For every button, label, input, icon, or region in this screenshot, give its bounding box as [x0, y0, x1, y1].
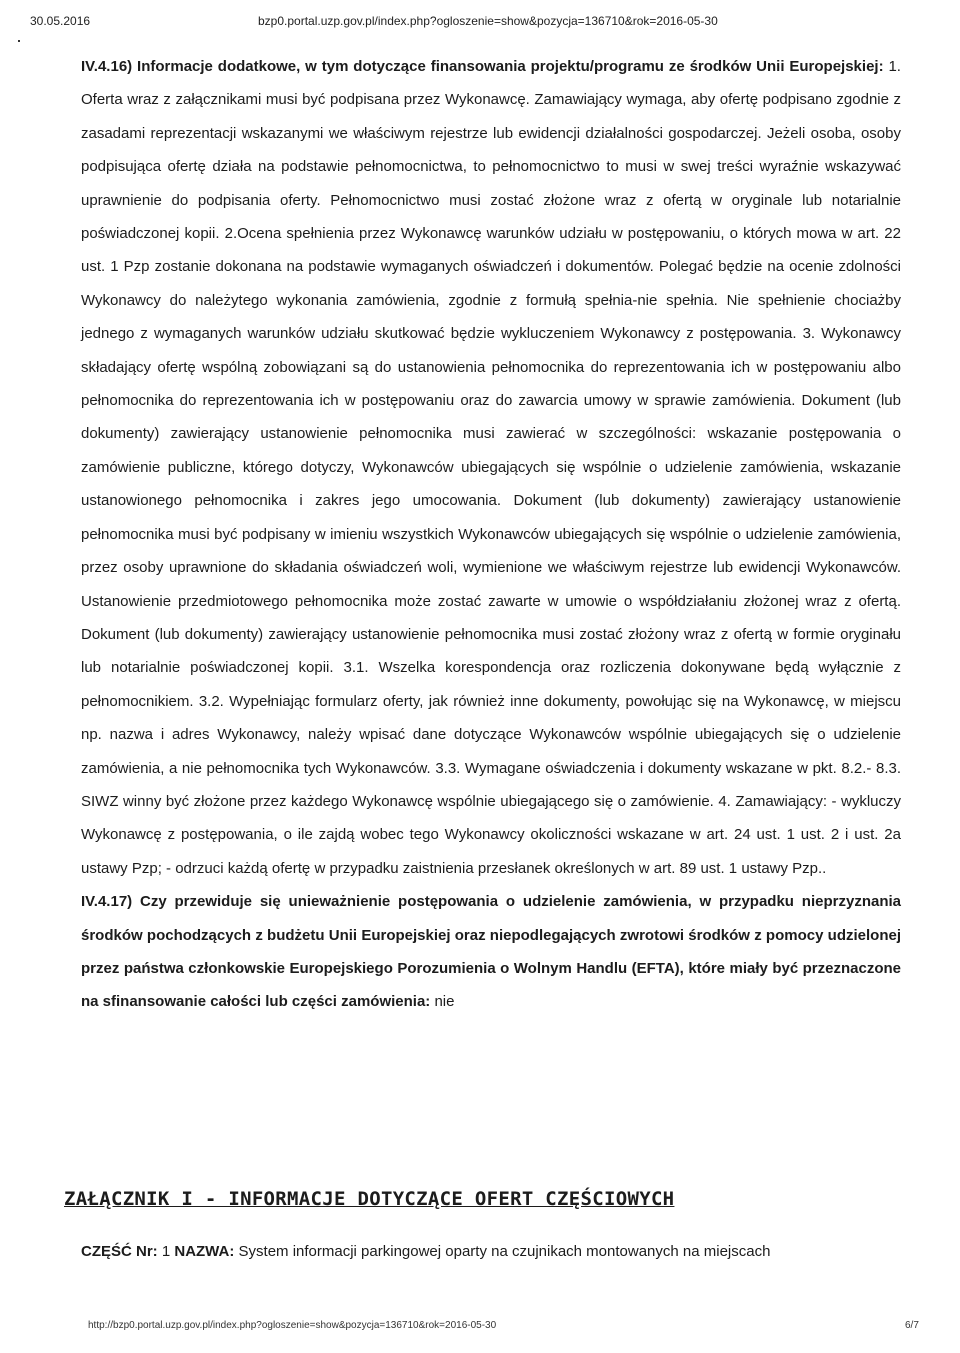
name-value: System informacji parkingowej oparty na czujnikach montowanych na miejscach [238, 1243, 771, 1260]
annex-title: ZAŁĄCZNIK I - INFORMACJE DOTYCZĄCE OFERT CZĘŚCIOWYCH [64, 1188, 675, 1210]
part-number: 1 [161, 1243, 171, 1260]
section-417-heading: IV.4.17) Czy przewiduje się unieważnienie postępowania o udzielenie zamówienia, w przypadku nieprzyznania środków pochodzących z budżetu Unii Europejskiej oraz niepodlegających zwrotowi środków z pomocy udzielonej przez państwa członkowskie Europejskiego Porozumienia o Wolnym Handlu (EFTA), które miały być przeznaczone na sfinansowanie całości lub części zamówienia: [81, 893, 901, 1011]
part-line [81, 1240, 911, 1264]
section-416 [81, 50, 901, 885]
scan-mark [18, 40, 20, 42]
footer-url: http://bzp0.portal.uzp.gov.pl/index.php?ogloszenie=show&pozycja=136710&rok=2016-05-30 [88, 1320, 497, 1331]
section-416-heading: IV.4.16) Informacje dodatkowe, w tym dotyczące finansowania projektu/programu ze środków Unii Europejskiej: [81, 58, 884, 75]
document-body [81, 50, 901, 1019]
section-417 [81, 885, 901, 1019]
section-417-answer: nie [434, 993, 455, 1011]
print-date: 30.05.2016 [30, 14, 91, 28]
part-label: CZĘŚĆ Nr: [81, 1243, 158, 1260]
print-url: bzp0.portal.uzp.gov.pl/index.php?ogloszenie=show&pozycja=136710&rok=2016-05-30 [258, 14, 718, 28]
section-416-text: 1. Oferta wraz z załącznikami musi być podpisana przez Wykonawcę. Zamawiający wymaga, aby ofertę podpisano zgodnie z zasadami reprezentacji wskazanymi we właściwym rejestrze lub ewidencji działalności gospodarczej. Jeżeli osoba, osoby podpisująca ofertę działa na podstawie pełnomocnictwa, to pełnomocnictwo to musi w swej treści wyraźnie wskazywać uprawnienie do podpisania oferty. Pełnomocnictwo musi zostać złożone wraz z ofertą w oryginale lub notarialnie poświadczonej kopii. 2.Ocena spełnienia przez Wykonawcę warunków udziału w postępowaniu, o których mowa w art. 22 ust. 1 Pzp zostanie dokonana na podstawie wymaganych oświadczeń i dokumentów. Polegać będzie na ocenie zdolności Wykonawcy do należytego wykonania zamówienia, zgodnie z formułą spełnia-nie spełnia. Nie spełnienie chociażby jednego z wymaganych warunków udziału skutkować będzie wykluczeniem Wykonawcy z postępowania. 3. Wykonawcy składający ofertę wspólną zobowiązani są do ustanowienia pełnomocnika do reprezentowania ich w postępowaniu albo pełnomocnika do reprezentowania ich w postępowaniu oraz do zawarcia umowy w sprawie zamówienia. Dokument (lub dokumenty) zawierający ustanowienie pełnomocnika musi zawierać w szczególności: wskazanie postępowania o zamówienie publiczne, którego dotyczy, Wykonawców ubiegających się wspólnie o udzielenie zamówienia, wskazanie ustanowionego pełnomocnika i zakres jego umocowania. Dokument (lub dokumenty) zawierający ustanowienie pełnomocnika musi być podpisany w imieniu wszystkich Wykonawców ubiegających się wspólnie o udzielenie zamówienia, przez osoby uprawnione do składania oświadczeń woli, wymienione we właściwym rejestrze lub ewidencji Wykonawców. Ustanowienie przedmiotowego pełnomocnika może zostać zawarte w umowie o współdziałaniu złożonej wraz z ofertą. Dokument (lub dokumenty) zawierający ustanowienie pełnomocnika musi zostać złożony wraz z ofertą w formie oryginału lub notarialnie poświadczonej kopii. 3.1. Wszelka korespondencja oraz rozliczenia dokonywane będą wyłącznie z pełnomocnikiem. 3.2. Wypełniając formularz oferty, jak również inne dokumenty, powołując się na Wykonawcę, w miejscu np. nazwa i adres Wykonawcy, należy wpisać dane dotyczące Wykonawców wspólnie ubiegających się o udzielenie zamówienia, a nie pełnomocnika tych Wykonawców. 3.3. Wymagane oświadczenia i dokumenty wskazane w pkt. 8.2.- 8.3. SIWZ winny być złożone przez każdego Wykonawcę wspólnie ubiegającego się o zamówienie. 4. Zamawiający: - wykluczy Wykonawcę z postępowania, o ile zajdą wobec tego Wykonawcy okoliczności wskazane w art. 24 ust. 1 ust. 2 i ust. 2a ustawy Pzp; - odrzuci każdą ofertę w przypadku zaistnienia przesłanek określonych w art. 89 ust. 1 ustawy Pzp.. [81, 58, 901, 877]
page-number: 6/7 [905, 1320, 919, 1331]
name-label: NAZWA: [174, 1243, 235, 1260]
